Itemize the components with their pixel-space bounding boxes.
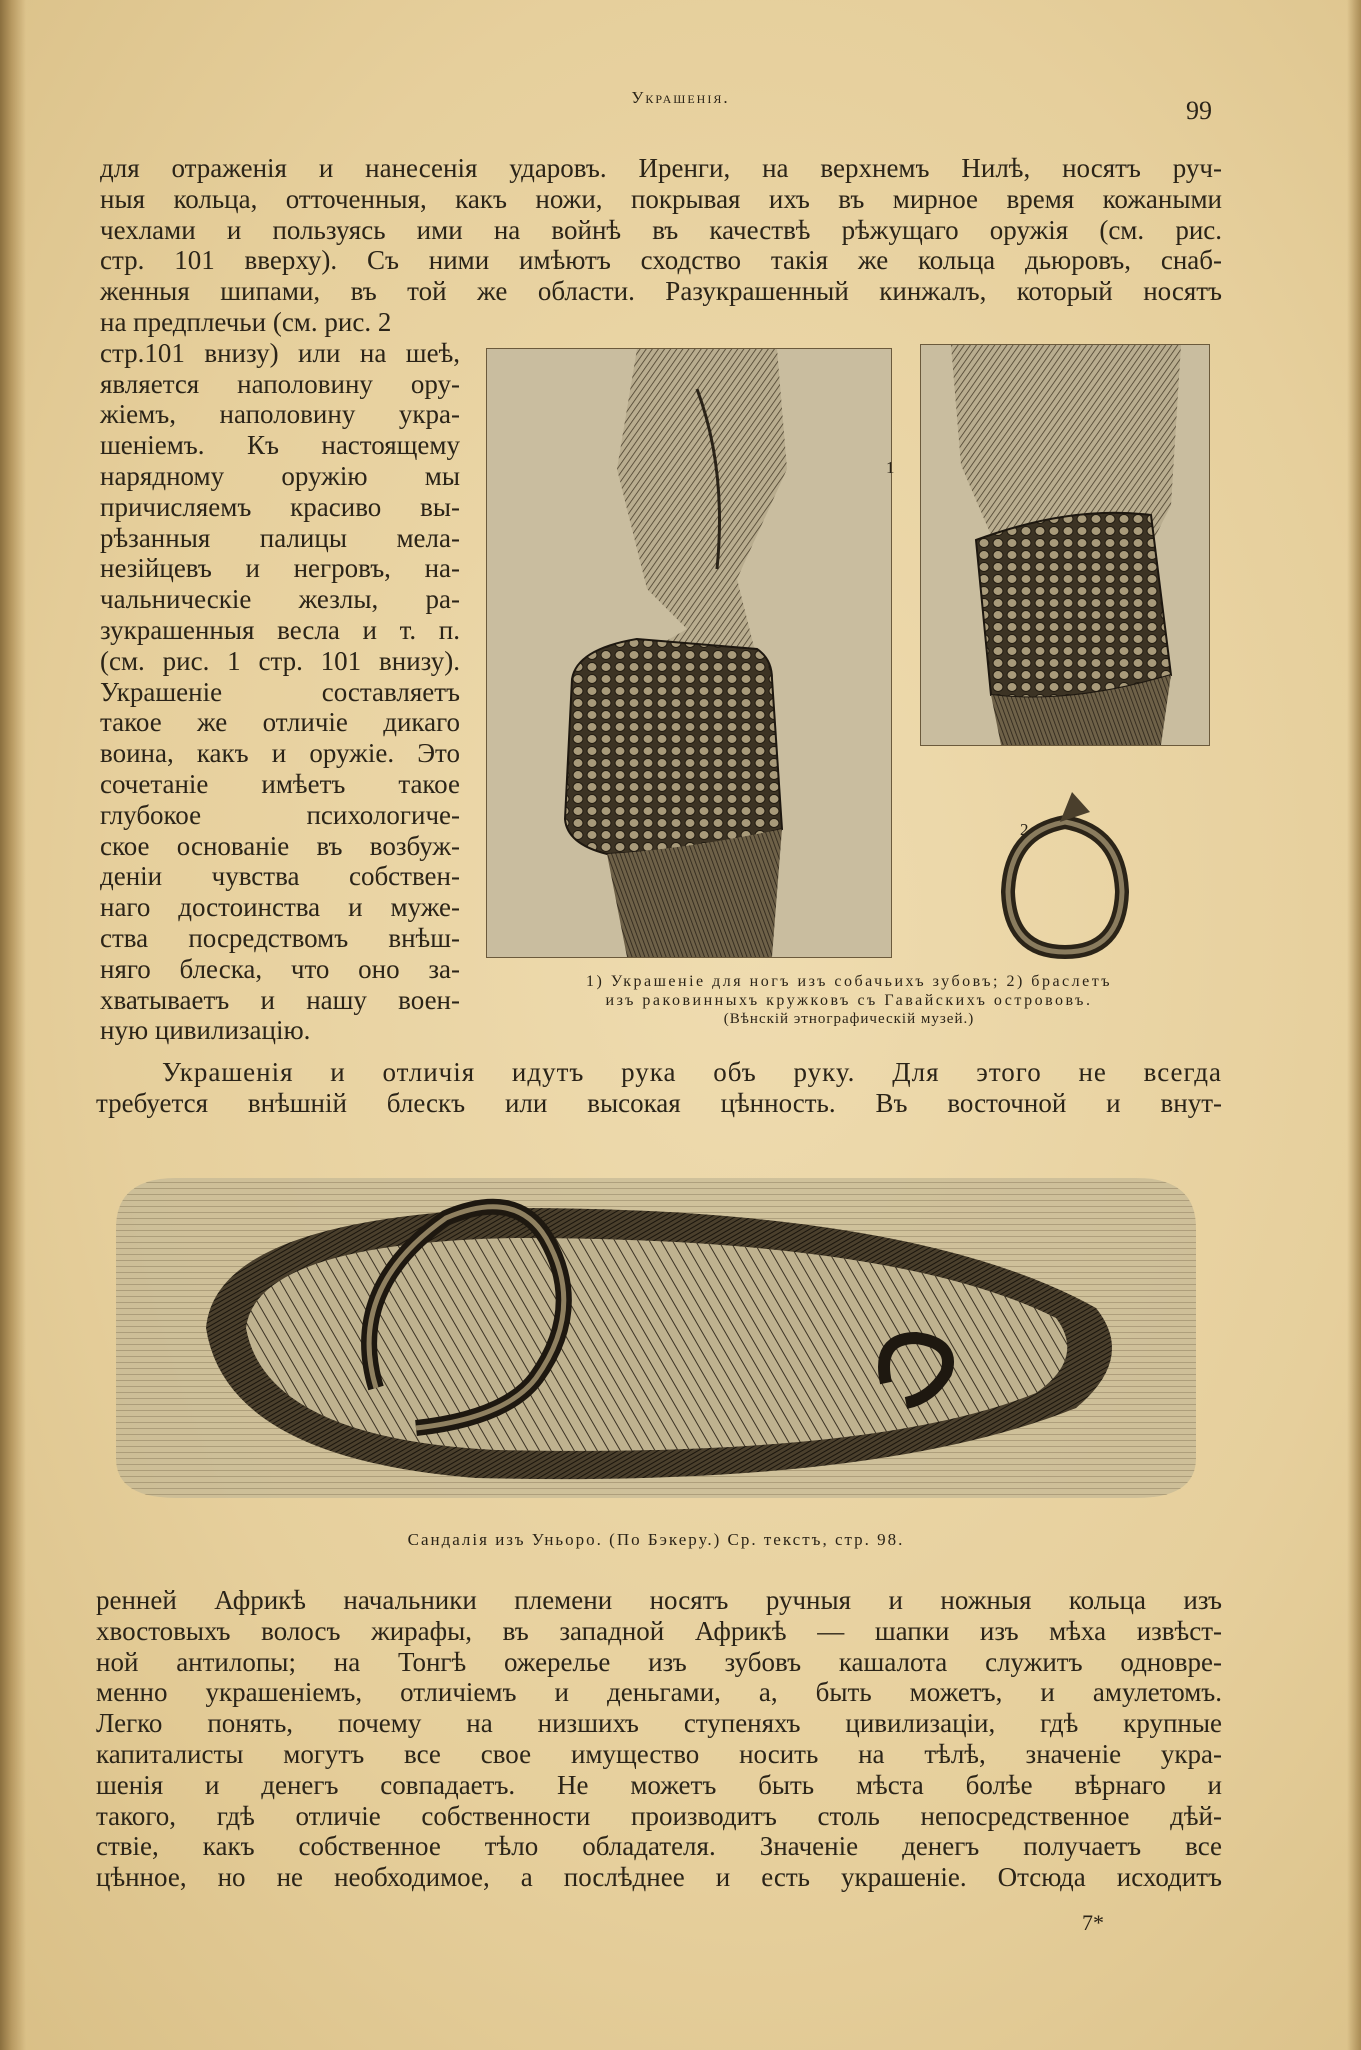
page-number: 99 xyxy=(1186,96,1212,125)
text-line: цѣнное, но не необходимое, а послѣднее и есть украшеніе. Отсюда исходитъ xyxy=(96,1862,1222,1893)
caption-line: 1) Украшеніе для ногъ изъ собачьихъ зубовъ; 2) браслетъ xyxy=(585,973,1112,990)
page-edge-shadow xyxy=(0,0,26,2050)
running-head: Украшенія. xyxy=(631,88,730,107)
text-line: стр. 101 вверху). Съ ними имѣютъ сходство такія же кольца дьюровъ, снаб- xyxy=(100,245,1222,276)
text-line: сочетаніе имѣетъ такое xyxy=(100,768,460,799)
text-line: причисляемъ красиво вы- xyxy=(100,491,460,522)
text-line: на предплечьи (см. рис. 2 xyxy=(100,307,392,337)
middle-paragraph xyxy=(96,1057,1222,1119)
bracelet-ring-illustration xyxy=(990,792,1140,962)
text-line: шеніемъ. Къ настоящему xyxy=(100,430,460,461)
text-line: глубокое психологиче- xyxy=(100,799,460,830)
text-line: стр.101 внизу) или на шеѣ, xyxy=(100,337,460,368)
text-line: чехлами и пользуясь ими на войнѣ въ качествѣ рѣжущаго оружія (см. рис. xyxy=(100,214,1222,245)
text-line: шенія и денегъ совпадаетъ. Не можетъ быть мѣста болѣе вѣрнаго и xyxy=(96,1769,1222,1800)
side-column-text xyxy=(100,307,460,1046)
figure-sandal xyxy=(116,1158,1196,1510)
text-line: (см. рис. 1 стр. 101 внизу). xyxy=(100,645,460,676)
text-line: менно украшеніемъ, отличіемъ и деньгами, а, быть можетъ, и амулетомъ. xyxy=(96,1677,1222,1708)
text-line: чальническіе жезлы, ра- xyxy=(100,584,460,615)
page-edge-right xyxy=(1347,0,1361,2050)
text-line: незійцевъ и негровъ, на- xyxy=(100,553,460,584)
text-line: рѣзанныя палицы мела- xyxy=(100,522,460,553)
text-line: няго блеска, что оно за- xyxy=(100,953,460,984)
leg-ornament-illustration xyxy=(487,349,891,957)
caption-line: (Вѣнскій этнографическій музей.) xyxy=(723,1011,975,1027)
text-line: ныя кольца, отточенныя, какъ ножи, покрывая ихъ въ мирное время кожаными xyxy=(100,183,1222,214)
caption-line: изъ раковинныхъ кружковъ съ Гавайскихъ острововъ. xyxy=(605,992,1093,1009)
figure-bottom-caption: Сандалія изъ Уньоро. (По Бэкеру.) Ср. текстъ, стр. 98. xyxy=(407,1530,905,1549)
text-line: воина, какъ и оружіе. Это xyxy=(100,738,460,769)
text-line: наго достоинства и муже- xyxy=(100,892,460,923)
arm-bracelet-illustration xyxy=(921,345,1209,745)
sandal-illustration xyxy=(116,1158,1196,1510)
text-line: Украшенія и отличія идутъ рука объ руку. Для этого не всегда xyxy=(162,1057,1222,1087)
figure-label-1: 1 xyxy=(886,458,895,477)
text-line: Легко понять, почему на низшихъ ступеняхъ цивилизаціи, гдѣ крупные xyxy=(96,1708,1222,1739)
figure-leg-ornament xyxy=(486,348,892,958)
text-line: Украшеніе составляетъ xyxy=(100,676,460,707)
bottom-paragraph xyxy=(96,1585,1222,1893)
text-line: зукрашенныя весла и т. п. xyxy=(100,614,460,645)
text-line: ское основаніе въ возбуж- xyxy=(100,830,460,861)
text-line: капиталисты могутъ все свое имущество носить на тѣлѣ, значеніе укра- xyxy=(96,1738,1222,1769)
text-line: для отраженія и нанесенія ударовъ. Иренги, на верхнемъ Нилѣ, носятъ руч- xyxy=(100,153,1222,183)
text-line: хвостовыхъ волосъ жирафы, въ западной Африкѣ — шапки изъ мѣха извѣст- xyxy=(96,1615,1222,1646)
text-line: является наполовину ору- xyxy=(100,368,460,399)
figure-shell-bracelet-arm xyxy=(920,344,1210,746)
text-line: нарядному оружію мы xyxy=(100,460,460,491)
signature-mark: 7* xyxy=(1082,1910,1104,1935)
text-line: ствіе, какъ собственное тѣло обладателя. Значеніе денегъ получаетъ все xyxy=(96,1831,1222,1862)
text-line: ную цивилизацію. xyxy=(100,1015,311,1046)
text-line: ства посредствомъ внѣш- xyxy=(100,922,460,953)
text-line: хватываетъ и нашу воен- xyxy=(100,984,460,1015)
text-line: требуется внѣшній блескъ или высокая цѣнность. Въ восточной и внут- xyxy=(96,1087,1222,1118)
text-line: деніи чувства собствен- xyxy=(100,861,460,892)
top-paragraph xyxy=(100,153,1222,307)
text-line: такого, гдѣ отличіе собственности производитъ столь непосредственное дѣй- xyxy=(96,1800,1222,1831)
text-line: женныя шипами, въ той же области. Разукрашенный кинжалъ, который носятъ xyxy=(100,276,1222,307)
text-line: такое же отличіе дикаго xyxy=(100,707,460,738)
figure-label-2: 2 xyxy=(1020,820,1029,839)
figure-top-caption xyxy=(486,972,1212,1029)
text-line: ной антилопы; на Тонгѣ ожерелье изъ зубовъ кашалота служитъ одновре- xyxy=(96,1646,1222,1677)
text-line: ренней Африкѣ начальники племени носятъ ручныя и ножныя кольца изъ xyxy=(96,1585,1222,1615)
text-line: жіемъ, наполовину укра- xyxy=(100,399,460,430)
